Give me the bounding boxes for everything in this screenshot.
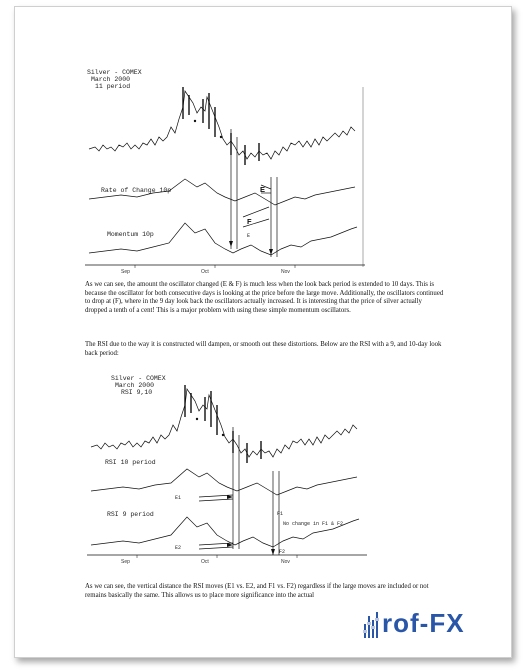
paragraph-2: The RSI due to the way it is constructed will dampen, or smooth out these distortions. Below are the RSI with a 9, and 10-day look back period: (85, 341, 442, 357)
chart2-annotation-e2: E2 (175, 545, 182, 551)
chart1-annotation-e: E (260, 185, 266, 194)
chart-bars-icon (362, 610, 382, 640)
watermark-logo (362, 604, 502, 644)
chart2-month-3: Nov (281, 559, 290, 565)
chart1-annotation-e-small: E (247, 233, 251, 239)
chart1-title-line-2: March 2000 (91, 76, 131, 83)
chart2-title-line-2: March 2000 (115, 382, 155, 389)
chart1-month-3: Nov (281, 269, 290, 275)
chart2-rsi10-label: RSI 10 period (105, 459, 156, 466)
chart2-annotation-f1: F1 (277, 511, 284, 517)
chart2-annotation-f2: F2 (279, 549, 286, 555)
chart1-roc-label: Rate of Change 10p (101, 187, 172, 194)
chart1-title-line-3: 11 period (95, 83, 131, 90)
watermark-text: rof-FX (382, 608, 465, 638)
chart2-month-2: Oct (201, 559, 209, 565)
chart1-annotation-f: F (247, 217, 252, 226)
chart2-title-line-3: RSI 9,10 (121, 389, 153, 396)
document-page (14, 6, 512, 658)
chart2-month-1: Sep (121, 559, 130, 565)
chart1-markers (85, 67, 365, 277)
chart2-annotation-e1: E1 (175, 495, 182, 501)
chart2-annotation-note: No change in F1 & F2 (283, 521, 344, 527)
chart2-markers (87, 371, 367, 571)
chart1-title-line-1: Silver - COMEX (87, 69, 142, 76)
chart2-rsi9-label: RSI 9 period (107, 511, 154, 518)
chart1-month-2: Oct (201, 269, 209, 275)
chart1-momentum-label: Momentum 10p (107, 231, 154, 238)
paragraph-1: As we can see, the amount the oscillator changed (E & F) is much less when the look back period is extended to 10 days. This is because the oscillator for both consecutive days is looking at the price before the large move. Additionally, the oscillators continued to drop at (F), where in the 9 day look back the oscillators actually increased. It is interesting that the price of silver actually dropped a tenth of a cent! This is a major problem with using these simple momentum oscillators. (85, 281, 444, 314)
chart1-month-1: Sep (121, 269, 130, 275)
paragraph-3: As we can see, the vertical distance the RSI moves (E1 vs. E2, and F1 vs. F2) regardless if the large moves are included or not remains basically the same. This allows us to place more significance into the actual (85, 583, 429, 599)
chart2-title-line-1: Silver - COMEX (111, 375, 166, 382)
